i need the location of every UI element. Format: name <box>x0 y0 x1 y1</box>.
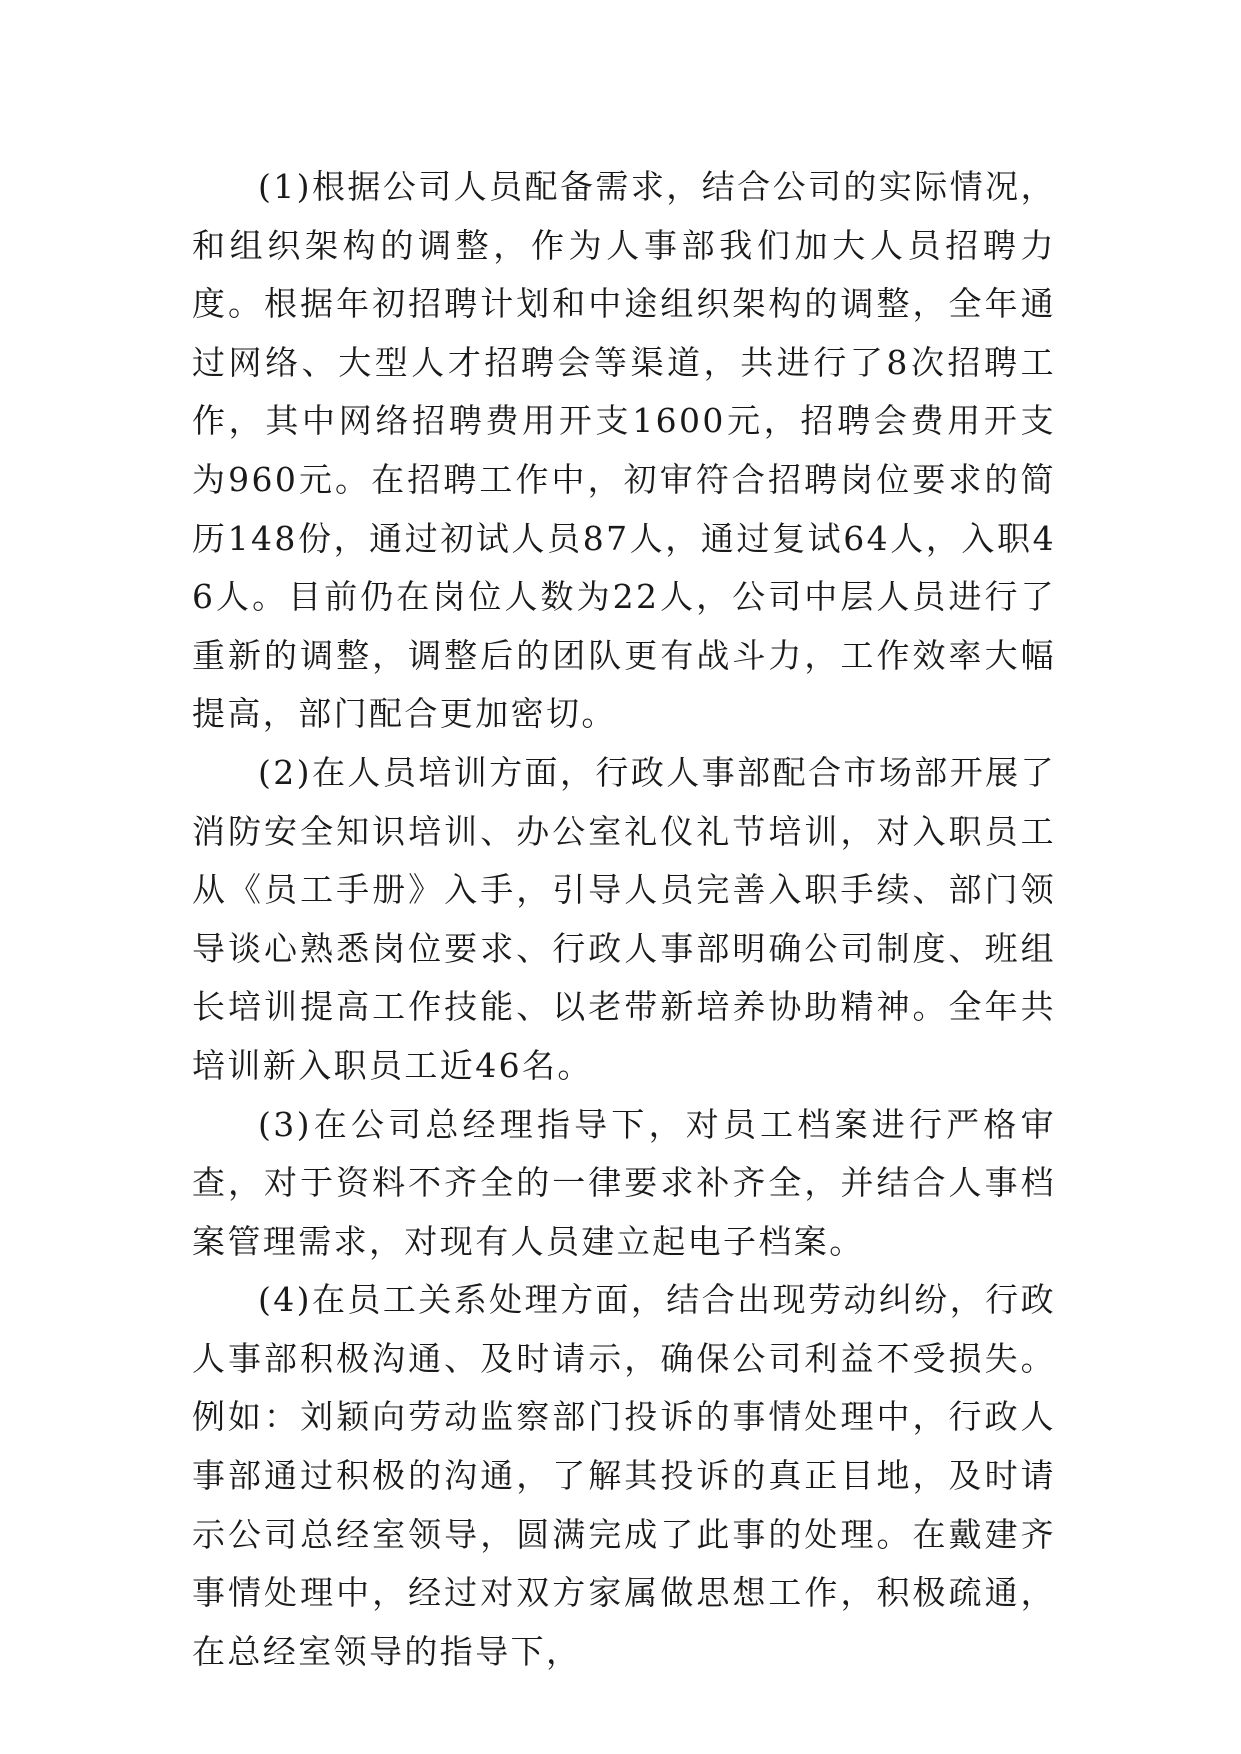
document-page <box>192 158 1056 1681</box>
paragraph-employee-relations: (4)在员工关系处理方面，结合出现劳动纠纷，行政人事部积极沟通、及时请示，确保公司利益不受损失。例如：刘颖向劳动监察部门投诉的事情处理中，行政人事部通过积极的沟通，了解其投诉的真正目地，及时请示公司总经室领导，圆满完成了此事的处理。在戴建齐事情处理中，经过对双方家属做思想工作，积极疏通，在总经室领导的指导下， <box>192 1280 1056 1671</box>
paragraph-employee-files: (3)在公司总经理指导下，对员工档案进行严格审查，对于资料不齐全的一律要求补齐全，并结合人事档案管理需求，对现有人员建立起电子档案。 <box>192 1104 1056 1261</box>
paragraph-recruitment: (1)根据公司人员配备需求，结合公司的实际情况，和组织架构的调整，作为人事部我们加大人员招聘力度。根据年初招聘计划和中途组织架构的调整，全年通过网络、大型人才招聘会等渠道，共进行了8次招聘工作，其中网络招聘费用开支1600元，招聘会费用开支为960元。在招聘工作中，初审符合招聘岗位要求的简历148份，通过初试人员87人，通过复试64人，入职46人。目前仍在岗位人数为22人，公司中层人员进行了重新的调整，调整后的团队更有战斗力，工作效率大幅提高，部门配合更加密切。 <box>192 167 1056 734</box>
paragraph-training: (2)在人员培训方面，行政人事部配合市场部开展了消防安全知识培训、办公室礼仪礼节培训，对入职员工从《员工手册》入手，引导人员完善入职手续、部门领导谈心熟悉岗位要求、行政人事部明确公司制度、班组长培训提高工作技能、以老带新培养协助精神。全年共培训新入职员工近46名。 <box>192 752 1056 1085</box>
